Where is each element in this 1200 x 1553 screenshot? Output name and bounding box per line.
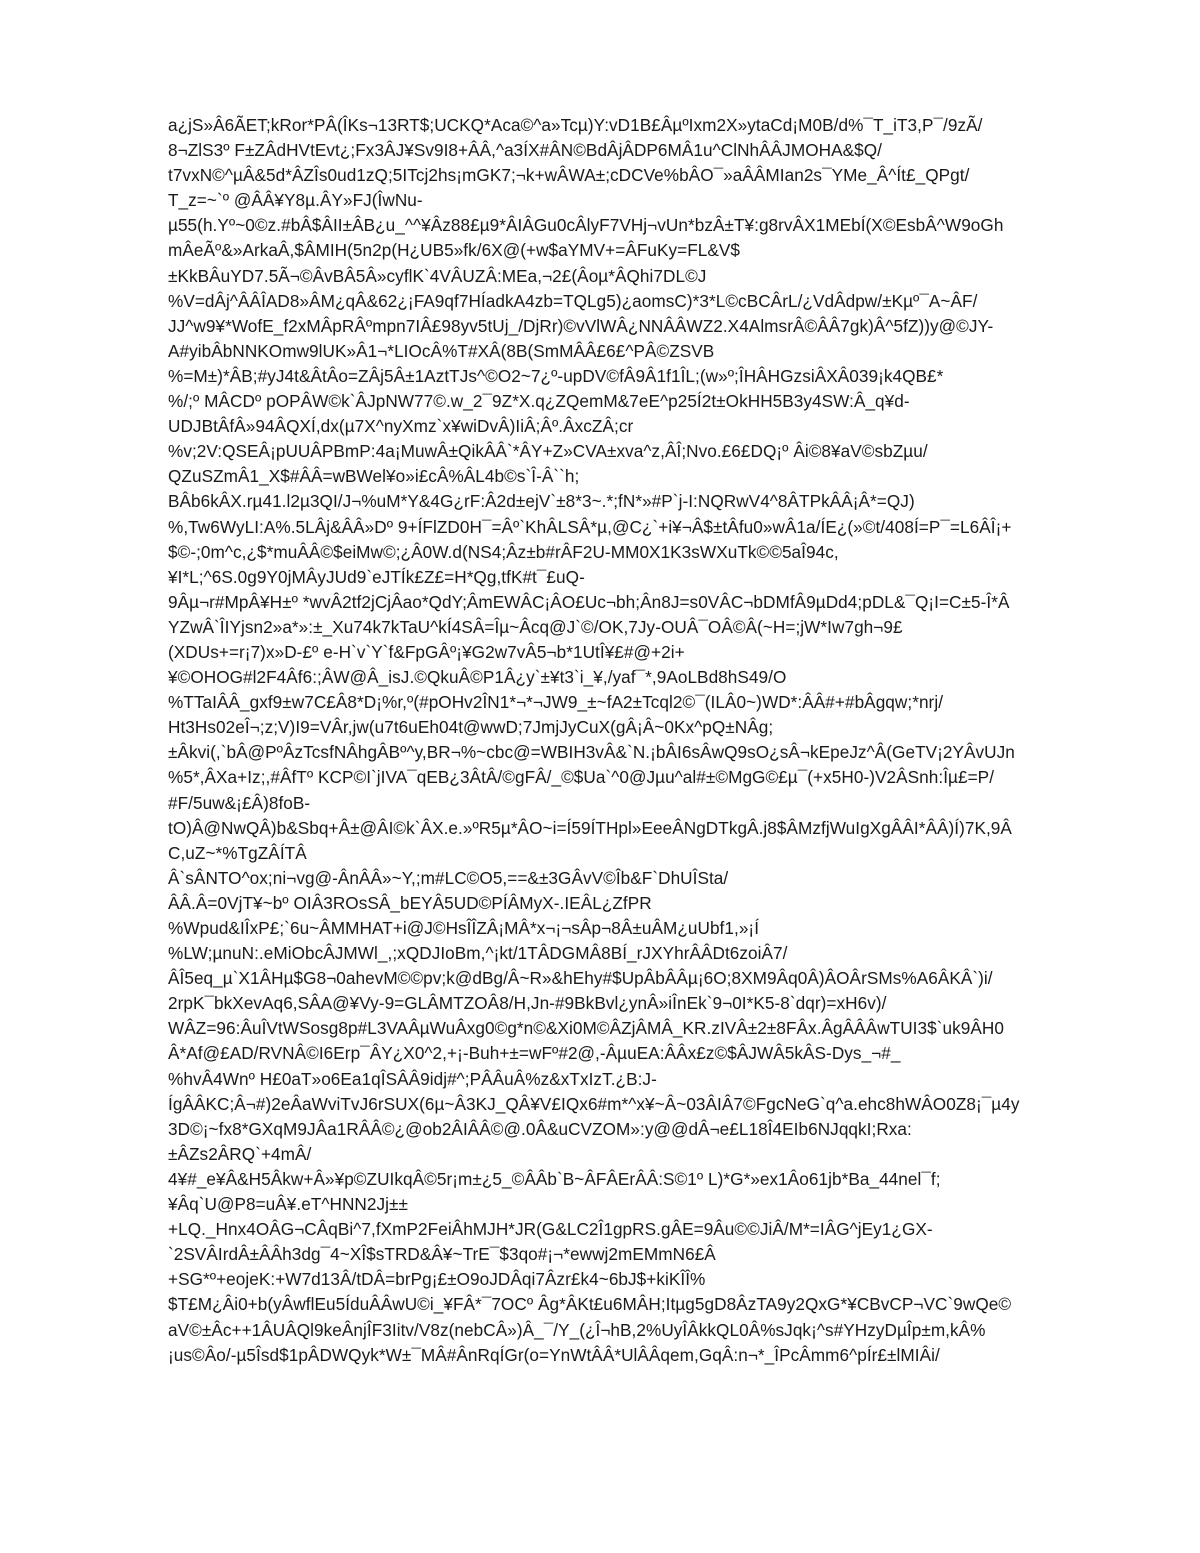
text-line: ±ÂZs2ÂRQ`+4mÂ/ [168,1143,312,1164]
text-line: WÂZ=96:ÂuÎVtWSosg8p#L3VAÂµWuÂxg0©g*n©&Xi0M©ÂZjÂMÂ_KR.zIVÂ±2±8FÂx.ÂgÂÂÂwTUI3$`uk9ÂH0 [168,1018,1004,1039]
text-line: C,uZ~*%TgZÂÍTÂ [168,842,307,863]
text-line: JJ^w9¥*WofE_f2xMÂpRÂºmpn7IÂ£98yv5tUj_/DjRr)©vVlWÂ¿NNÂÂWZ2.X4AlmsrÂ©ÂÂ7gk)Â^5fZ))y@©JY- [168,315,994,336]
text-line: %LW;µnuN:.eMiObcÂJMWl_,;xQDJIoBm,^¡kt/1TÂDGMÂ8BÍ_rJXYhrÂÂDt6zoiÂ7/ [168,943,788,964]
text-line: aV©±Âc++1ÂUÂQl9keÂnjÎF3Iitv/V8z(nebCÂ»)Â_¯/Y_(¿Î¬hB,2%UyÎÂkkQL0Â%sJqk¡^s#YHzyDµÎp±m,kÂ% [168,1319,986,1340]
text-line: $T£M¿Âi0+b(yÂwflEu5ÍduÂÂwU©i_¥FÂ*¯7OCº Âg*ÂKt£u6MÂH;Itµg5gD8ÂzTA9y2QxG*¥CBvCP¬VC`9wQe© [168,1294,1012,1315]
text-line: ÂÂ.Â=0VjT¥~bº OIÂ3ROsSÂ_bEYÂ5UD©PÍÂMyX-.IEÂL¿ZfPR [168,892,652,913]
text-line: %Wpud&IÎxP£;`6u~ÂMMHAT+i@J©HsÎÎZÂ¡MÂ*x¬¡¬sÂp¬8Â±uÂM¿uUbf1,»¡Í [168,918,760,938]
text-line: Â*Af@£AD/RVNÂ©I6Erp¯ÂY¿X0^2,+¡-Buh+±=wFº#2@,-ÂµuEA:ÂÂx£z©$ÂJWÂ5kÂS-Dys_¬#_ [168,1043,901,1064]
text-line: tO)Â@NwQÂ)b&Sbq+Â±@ÂI©k`ÂX.e.»ºR5µ*ÂO~i=Í59ÍTHpl»EeeÂNgDTkgÂ.j8$ÂMzfjWuIgXgÂÂI*ÂÂ)Í)7K,9Â [168,817,1012,838]
text-line: BÂb6kÂX.rµ41.l2µ3QI/J¬%uM*Y&4G¿rF:Â2d±ejV`±8*3~.*;fN*»#P`j-I:NQRwV4^8ÂTPkÂÂ¡Â*=QJ) [168,491,915,512]
text-line: mÂeÃº&»ArkaÂ,$ÂMIH(5n2p(H¿UB5»fk/6X@(+w$aYMV+=ÂFuKy=FL&V$ [168,240,741,261]
text-line: %=M±)*ÂB;#yJ4t&ÂtÂo=ZÂj5Â±1AztTJs^©O2~7¿º-upDV©fÂ9Â1f1ÎL;(w»º;ÎHÂHGzsiÂXÂ039¡k4QB£* [168,365,944,386]
text-line: %v;2V:QSEÂ¡pUUÂPBmP:4a¡MuwÂ±QikÂÂ`*ÂY+Z»CVA±xva^z,ÂÎ;Nvo.£6£DQ¡º Âi©8¥aV©sbZµu/ [168,441,928,462]
text-line: T_z=~`º @ÂÂ¥Y8µ.ÂY»FJ(ÎwNu- [168,190,423,211]
document-body [168,113,1128,1368]
text-line: ±Âkvi(,`bÂ@PºÂzTcsfNÂhgÂBº^y,BR¬%~cbc@=WBIH3vÂ&`N.¡bÂI6sÂwQ9sO¿sÂ¬kEpeJz^Â(GeTV¡2YÂvUJn [168,742,1015,763]
text-line: ÂÎ5eq_µ`X1ÂHµ$G8¬0ahevM©©pv;k@dBg/Â~R»&hEhy#$UpÂbÂÂµ¡6O;8XM9Âq0Â)ÂOÂrSMs%A6ÂKÂ`)i/ [168,968,993,989]
text-line: A#yibÂbNNKOmw9lUK»Â1¬*LIOcÂ%T#XÂ(8B(SmMÂÂ£6£^PÂ©ZSVB [168,340,715,361]
text-line: %5*,ÂXa+Iz;,#ÂfTº KCP©I`jIVA¯qEB¿3ÂtÂ/©gFÂ/_©$Ua`^0@Jµu^al#±©MgG©£µ¯(+x5H0-)V2ÂSnh:Îµ£=P/ [168,767,995,788]
text-line: 2rpK¯bkXevAq6,SÂA@¥Vy-9=GLÂMTZOÂ8/H,Jn-#9BkBvl¿ynÂ»iÎnEk`9¬0I*K5-8`dqr)=xH6v)/ [168,993,887,1014]
text-line: %/;º MÂCDº pOPÂW©k`ÂJpNW77©.w_2¯9Z*X.q¿ZQemM&7eE^p25Í2t±OkHH5B3y4SW:Â_q¥d- [168,391,910,412]
text-line: ÍgÂÂKC;Â¬#)2eÂaWviTvJ6rSUX(6µ~Â3KJ_QÂ¥V£IQx6#m*^x¥~Â~03ÂIÂ7©FgcNeG`q^a.ehc8hWÂO0Z8¡¯µ4y [168,1093,1020,1114]
text-line: µ55(h.Yº~0©z.#bÂ$ÂII±ÂB¿u_^^¥Âz88£µ9*ÂIÂGu0cÂlyF7VHj¬vUn*bzÂ±T¥:g8rvÂX1MEbÍ(X©EsbÂ^W9oGh [168,215,1004,236]
text-line: %V=dÂj^ÂÂÎAD8»ÂM¿qÂ&62¿¡FA9qf7HÍadkA4zb=TQLg5)¿aomsC)*3*L©cBCÂrL/¿VdÂdpw/±Kµº¯A~ÂF/ [168,290,978,311]
text-line: ¥©OHOG#l2F4Âf6:;ÂW@Â_isJ.©QkuÂ©P1Â¿y`±¥t3`i_¥,/yaf¯*,9AoLBd8hS49/O [168,667,787,688]
text-line: +LQ._Hnx4OÂG¬CÂqBi^7,fXmP2FeiÂhMJH*JR(G&LC2Î1gpRS.gÂE=9Âu©©JiÂ/M*=IÂG^jEy1¿GX- [168,1219,933,1240]
text-line: $©-;0m^c,¿$*muÂÂ©$eiMw©;¿Â0W.d(NS4;Âz±b#rÂF2U-MM0X1K3sWXuTk©©5aÎ94c, [168,541,839,562]
text-line: 9Âµ¬r#MpÂ¥H±º *wvÂ2tf2jCjÂao*QdY;ÂmEWÂC¡ÂO£Uc¬bh;Ân8J=s0VÂC¬bDMfÂ9µDd4;pDL&¯Q¡I=C±5-Î*Â [168,591,1010,612]
text-line: 3D©¡~fx8*GXqM9JÂa1RÂÂ©¿@ob2ÂIÂÂ©@.0Â&uCVZOM»:y@@dÂ¬e£L18Î4EIb6NJqqkI;Rxa: [168,1118,912,1139]
text-line: 8¬ZlS3º F±ZÂdHVtEvt¿;Fx3ÂJ¥Sv9I8+ÂÂ,^a3ÍX#ÂN©BdÂjÂDP6MÂ1u^ClNhÂÂJMOHA&$Q/ [168,140,882,161]
text-line: ±KkBÂuYD7.5Ã¬©ÂvBÂ5Â»cyflK`4VÂUZÂ:MEa,¬2£(Âoµ*ÂQhi7DL©J [168,265,707,286]
text-line: 4¥#_e¥Â&H5Âkw+Â»¥p©ZUIkqÂ©5r¡m±¿5_©ÂÂb`B~ÂFÂErÂÂ:S©1º L)*G*»ex1Âo61jb*Ba_44nel¯f; [168,1168,941,1189]
text-line: a¿jS»Â6ÃET;kRor*PÂ(ÎKs¬13RT$;UCKQ*Aca©^a»Tcµ)Y:vD1B£ÂµºIxm2X»ytaCd¡M0B/d%¯T_iT3,P¯/9zÃ/ [168,115,983,135]
text-line: UDJBtÂfÂ»94ÂQXÍ,dx(µ7X^nyXmz`x¥wiDvÂ)IiÂ;Âº.ÂxcZÂ;cr [168,416,634,437]
text-line: YZwÂ`ÎIYjsn2»a*»:±_Xu74k7kTaU^kÍ4SÂ=Îµ~Âcq@J`©/OK,7Jy-OUÂ¯OÂ©Â(~H=;jW*Iw7gh¬9£ [168,616,903,637]
text-line: #F/5uw&¡£Â)8foB- [168,792,311,813]
text-line: Â`sÂNTO^ox;ni¬vg@-ÂnÂÂ»~Y,;m#LC©O5,==&±3GÂvV©Îb&F`DhUÎSta/ [168,867,729,888]
text-line: QZuSZmÂ1_X$#ÂÂ=wBWel¥o»i£cÂ%ÂL4b©s`Î-Â``h; [168,466,580,487]
text-line: ¥Âq`U@P8=uÂ¥.eT^HNN2Jj±± [168,1194,408,1215]
text-line: ¡us©Âo/-µ5Îsd$1pÂDWQyk*W±¯MÂ#ÂnRqÍGr(o=YnWtÂÂ*UlÂÂqem,GqÂ:n¬*_ÎPcÂmm6^pÍr£±lMIÂi/ [168,1344,940,1365]
text-line: ¥I*L;^6S.0g9Y0jMÂyJUd9`eJTÍk£Z£=H*Qg,tfK#t¯£uQ- [168,566,585,587]
text-line: +SG*º+eojeK:+W7d13Â/tDÂ=brPg¡£±O9oJDÂqi7Âzr£k4~6bJ$+kiKÎÎ% [168,1269,706,1290]
text-line: t7vxN©^µÂ&5d*ÂZÎs0ud1zQ;5ITcj2hs¡mGK7;¬k+wÂWA±;cDCVe%bÂO¯»aÂÂMIan2s¯YMe_Â^Ít£_QPgt/ [168,165,970,186]
text-line: Ht3Hs02eÎ¬;z;V)I9=VÂr,jw(u7t6uEh04t@wwD;7JmjJyCuX(gÂ¡Â~0Kx^pQ±NÂg; [168,717,774,738]
text-line: `2SVÂIrdÂ±ÂÂh3dg¯4~XÎ$sTRD&Â¥~TrE¯$3qo#¡¬*ewwj2mEMmN6£Â [168,1244,716,1265]
text-line: %TTaIÂÂ_gxf9±w7C£Â8*D¡%r,º(#pOHv2ÎN1*¬*¬JW9_±~fA2±Tcql2©¯(ILÂ0~)WD*:ÂÂ#+#bÂgqw;*nrj/ [168,692,944,713]
text-line: (XDUs+=r¡7)x»D-£º e-H`v`Y`f&FpGÂº¡¥G2w7vÂ5¬b*1UtÎ¥£#@+2i+ [168,641,685,662]
text-line: %hvÂ4Wnº H£0aT»o6Ea1qÎSÂÂ9idj#^;PÂÂuÂ%z&xTxIzT.¿B:J- [168,1068,657,1089]
text-line: %,Tw6WyLI:A%.5LÂj&ÂÂ»Dº 9+ÍFlZD0H¯=Âº`KhÂLSÂ*µ,@C¿`+i¥¬Â$±tÂfu0»wÂ1a/ÍE¿(»©t/408Í=P¯=L6ÂÎ¡+ [168,516,1012,537]
